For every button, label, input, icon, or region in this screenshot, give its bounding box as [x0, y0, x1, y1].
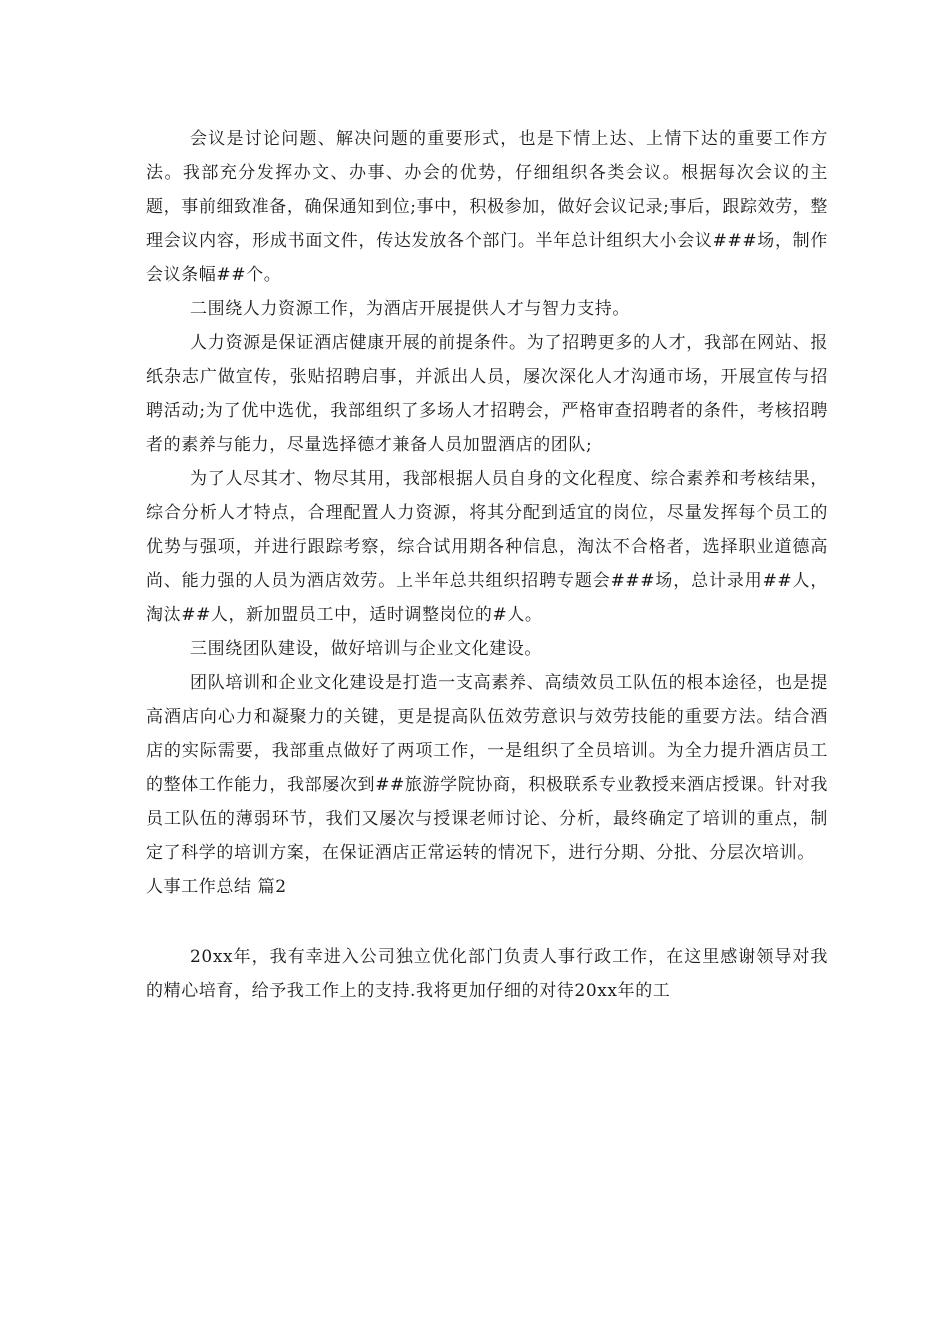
section-spacer [146, 904, 828, 940]
paragraph-allocation: 为了人尽其才、物尽其用，我部根据人员自身的文化程度、综合素养和考核结果，综合分析人才特点，合理配置人力资源，将其分配到适宜的岗位，尽量发挥每个员工的优势与强项，并进行跟踪考察，综合试用期各种信息，淘汰不合格者，选择职业道德高尚、能力强的人员为酒店效劳。上半年总共组织招聘专题会###场，总计录用##人，淘汰##人，新加盟员工中，适时调整岗位的#人。 [146, 469, 828, 625]
paragraph-recruitment: 人力资源是保证酒店健康开展的前提条件。为了招聘更多的人才，我部在网站、报纸杂志广做宣传，张贴招聘启事，并派出人员，屡次深化人才沟通市场，开展宣传与招聘活动;为了优中选优，我部组织了多场人才招聘会，严格审查招聘者的条件，考核招聘者的素养与能力，尽量选择德才兼备人员加盟酒店的团队; [146, 333, 828, 455]
section-heading: 人事工作总结 篇2 [146, 877, 287, 897]
paragraph-team-subheading: 三围绕团队建设，做好培训与企业文化建设。 [190, 639, 542, 659]
document-body [146, 122, 828, 1008]
paragraph-closing: 20xx年，我有幸进入公司独立优化部门负责人事行政工作，在这里感谢领导对我的精心培育，给予我工作上的支持.我将更加仔细的对待20xx年的工 [146, 947, 828, 1001]
paragraph-hr-subheading: 二围绕人力资源工作，为酒店开展提供人才与智力支持。 [190, 299, 630, 319]
paragraph-training: 团队培训和企业文化建设是打造一支高素养、高绩效员工队伍的根本途径，也是提高酒店向心力和凝聚力的关键，更是提高队伍效劳意识与效劳技能的重要方法。结合酒店的实际需要，我部重点做好了两项工作，一是组织了全员培训。为全力提升酒店员工的整体工作能力，我部屡次到##旅游学院协商，积极联系专业教授来酒店授课。针对我员工队伍的薄弱环节，我们又屡次与授课老师讨论、分析，最终确定了培训的重点，制定了科学的培训方案，在保证酒店正常运转的情况下，进行分期、分批、分层次培训。 [146, 673, 828, 863]
paragraph-meetings: 会议是讨论问题、解决问题的重要形式，也是下情上达、上情下达的重要工作方法。我部充分发挥办文、办事、办会的优势，仔细组织各类会议。根据每次会议的主题，事前细致准备，确保通知到位;事中，积极参加，做好会议记录;事后，跟踪效劳，整理会议内容，形成书面文件，传达发放各个部门。半年总计组织大小会议###场，制作会议条幅##个。 [146, 129, 828, 285]
